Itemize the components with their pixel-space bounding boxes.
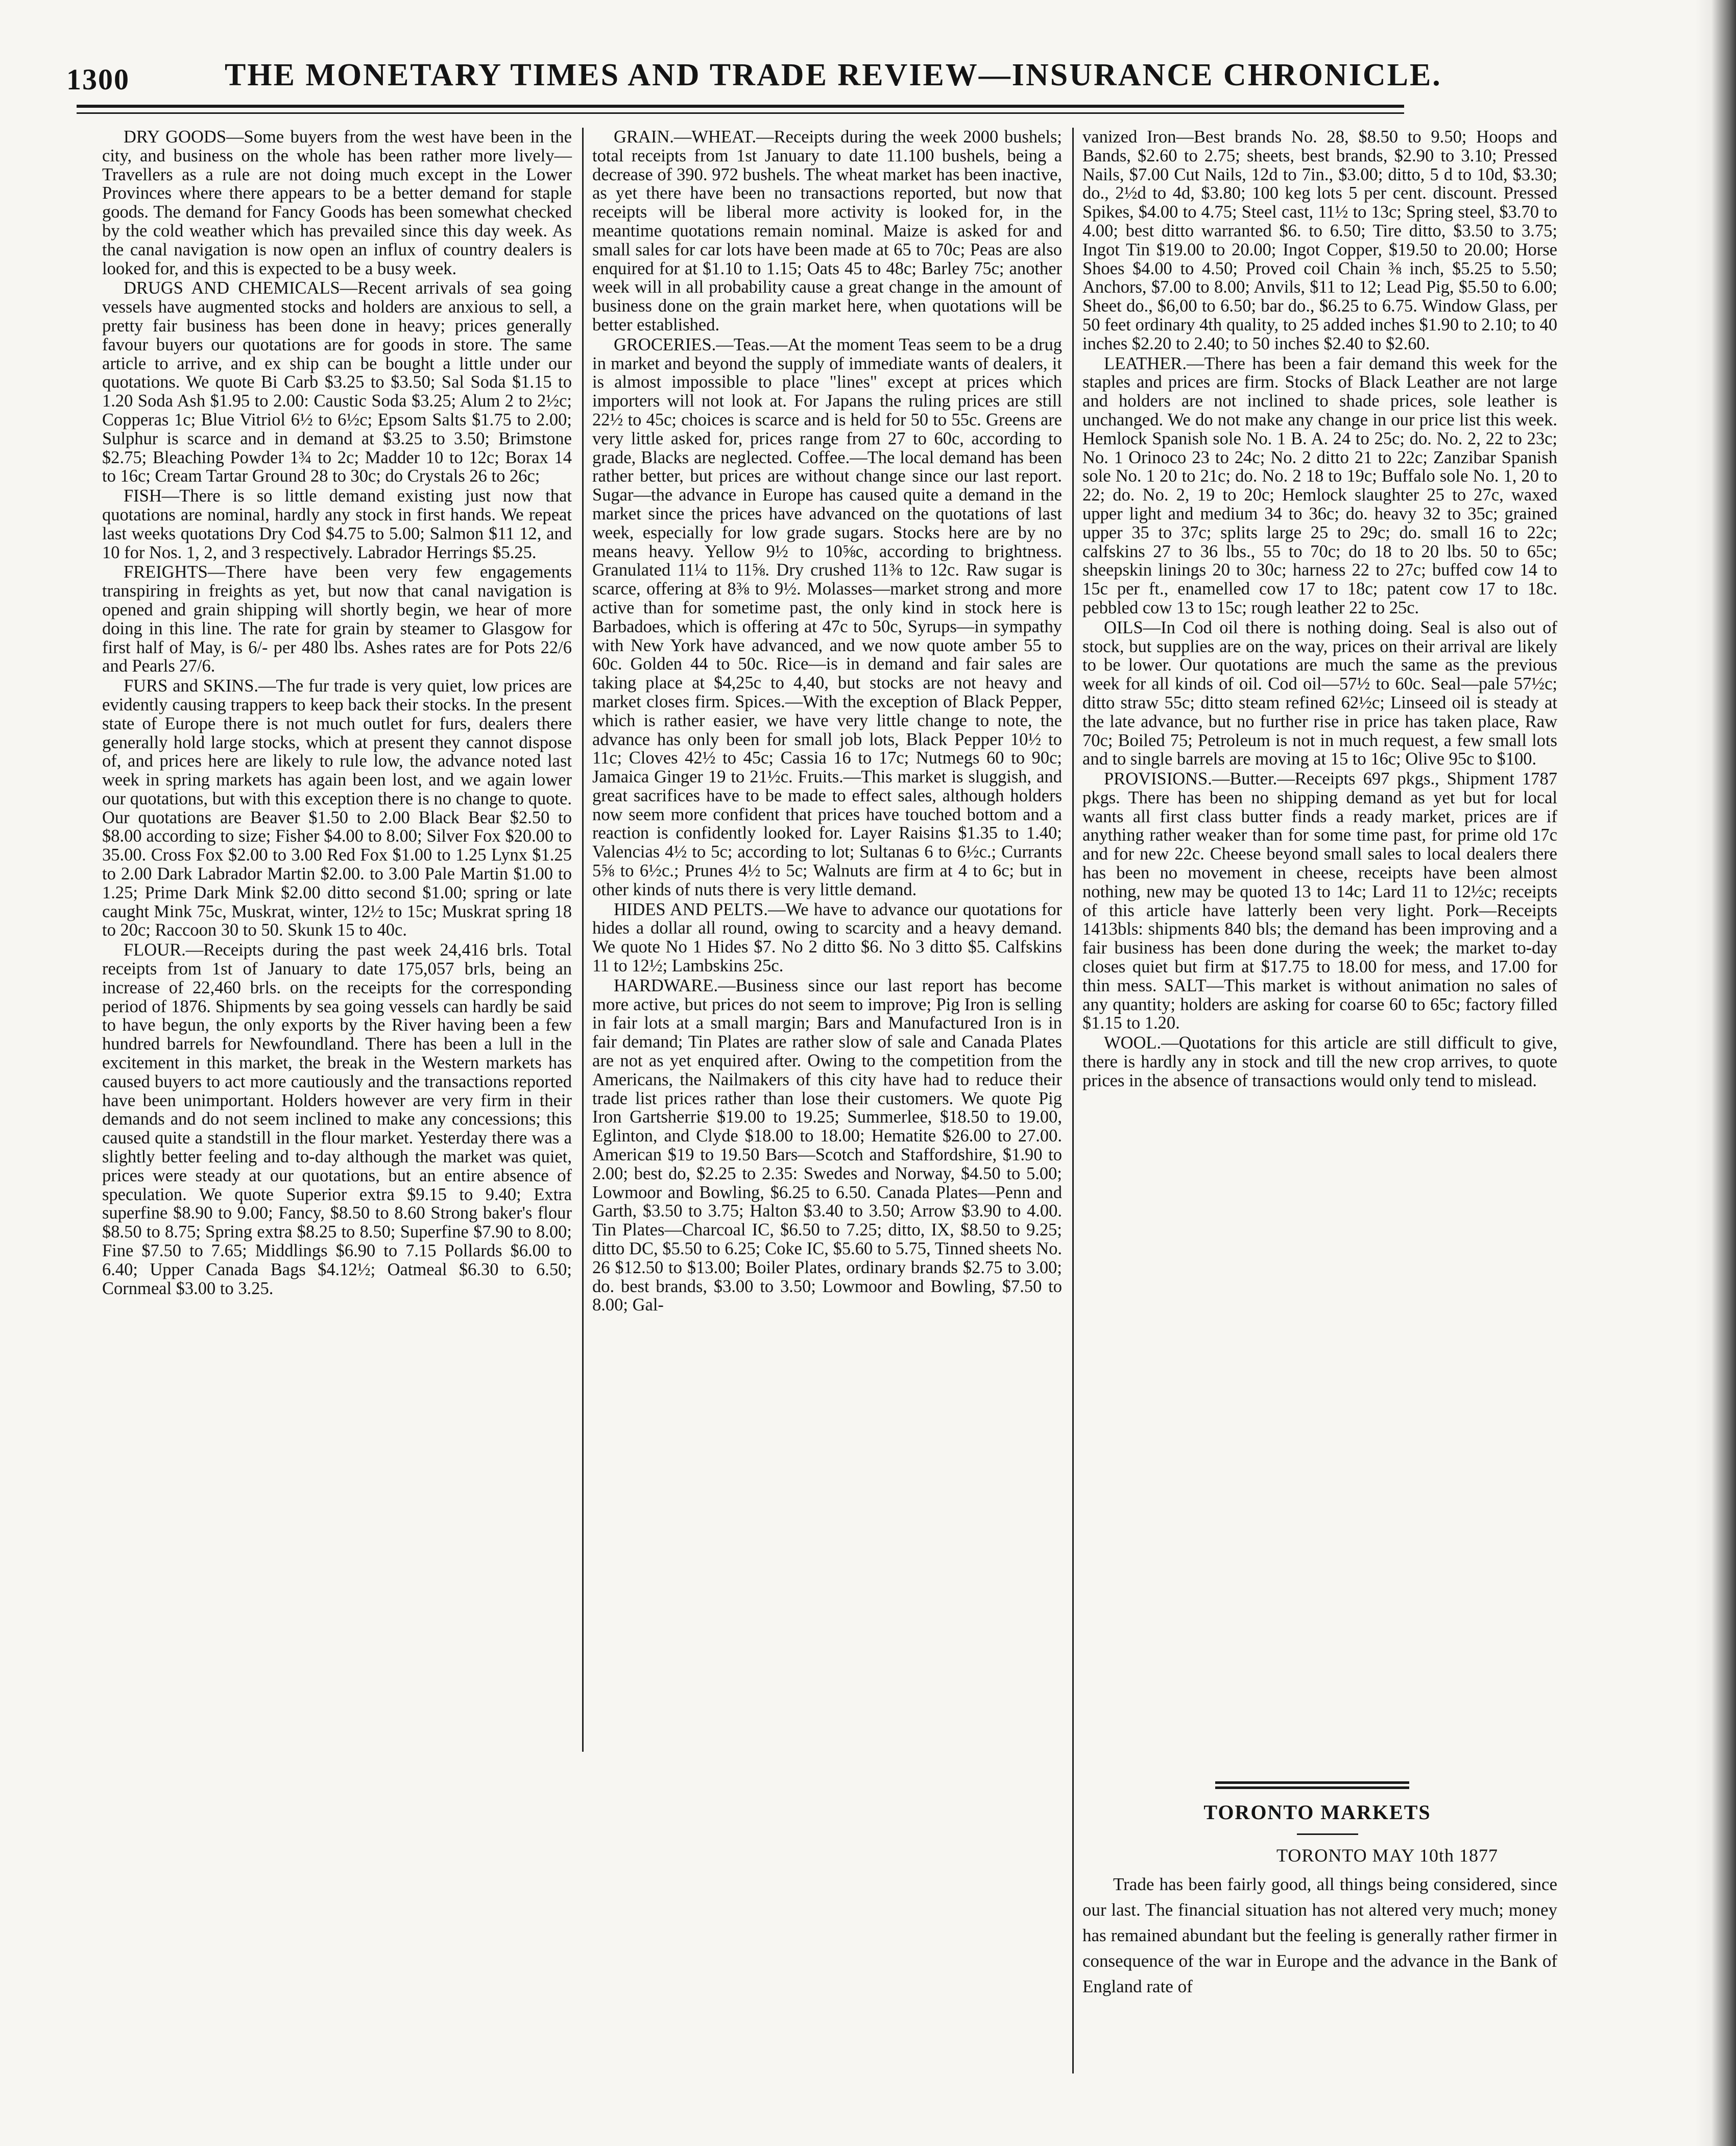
section-rule-thin [1215,1786,1409,1789]
hardware-paragraph: HARDWARE.—Business since our last report has become more active, but prices do not seem to improve; Pig Iron is selling in fair lots at a small margin; Bars and Manufactured Iron is in fair demand; Tin Plates are rather slow of sale and Canada Plates are not as yet enquired after. Owing to the competition from the Americans, the Nailmakers of this city have had to reduce their trade list prices rather than lose their customers. We quote Pig Iron Gartsherrie $19.00 to 19.25; Summerlee, $18.50 to 19.00, Eglinton, and Clyde $18.00 to 18.00; Hematite $26.00 to 27.00. American $19 to 19.50 Bars—Scotch and Staffordshire, $1.90 to 2.00; best do, $2.25 to 2.35: Swedes and Norway, $4.50 to 5.00; Lowmoor and Bowling, $6.25 to 6.50. Canada Plates—Penn and Garth, $3.50 to 3.75; Halton $3.40 to 3.50; Arrow $3.90 to 4.00. Tin Plates—Charcoal IC, $6.50 to 7.25; ditto, IX, $8.50 to 9.25; ditto DC, $5.50 to 6.25; Coke IC, $5.60 to 5.75, Tinned sheets No. 26 $12.50 to $13.00; Boiler Plates, ordinary brands $2.75 to 3.00; do. best brands, $3.00 to 3.50; Lowmoor and Bowling, $7.50 to 8.00; Gal- [592,975,1062,1315]
furs-skins-paragraph: FURS and SKINS.—The fur trade is very quiet, low prices are evidently causing trappers to keep back their stocks. In the present state of Europe there is not much outlet for furs, dealers there generally hold large stocks, which at present they cannot dispose of, and prices here are likely to rule low, the advance noted last week in spring markets has again been lost, and we again lower our quotations, but with this exception there is no change to quote. Our quotations are Beaver $1.50 to 2.00 Black Bear $2.50 to $8.00 according to size; Fisher $4.00 to 8.00; Silver Fox $20.00 to 35.00. Cross Fox $2.00 to 3.00 Red Fox $1.00 to 1.25 Lynx $1.25 to 2.00 Dark Labrador Martin $2.00. to 3.00 Pale Martin $1.00 to 1.25; Prime Dark Mink $2.00 ditto second $1.00; spring or late caught Mink 75c, Muskrat, winter, 12½ to 15c; Muskrat spring 18 to 20c; Raccoon 30 to 50. Skunk 15 to 40c. [102,676,572,940]
toronto-dateline: TORONTO MAY 10th 1877 [1276,1845,1499,1866]
masthead-title: THE MONETARY TIMES AND TRADE REVIEW—INSURANCE CHRONICLE. [225,58,1442,92]
column-3 [1082,128,1557,1091]
fish-paragraph: FISH—There is so little demand existing just now that quotations are nominal, hardly any stock in first hands. We repeat last weeks quotations Dry Cod $4.75 to 5.00; Salmon $11 12, and 10 for Nos. 1, 2, and 3 respectively. Labrador Herrings $5.25. [102,486,572,562]
header-rule-thin [77,112,1404,114]
page-header [66,56,1442,97]
section-rule-thick [1215,1781,1409,1784]
leather-paragraph: LEATHER.—There has been a fair demand this week for the staples and prices are firm. Stocks of Black Leather are not large and holders are not inclined to shade prices, sole leather is unchanged. We do not make any change in our price list this week. Hemlock Spanish sole No. 1 B. A. 24 to 25c; do. No. 2, 22 to 23c; No. 1 Orinoco 23 to 24c; No. 2 ditto 21 to 22c; Zanzibar Spanish sole No. 1 20 to 21c; do. No. 2 18 to 19c; Buffalo sole No. 1, 20 to 22; do. No. 2, 19 to 20c; Hemlock slaughter 25 to 27c, waxed upper light and medium 34 to 36c; do. heavy 32 to 35c; grained upper 35 to 37c; splits large 25 to 29c; do. small 16 to 22c; calfskins 27 to 36 lbs., 55 to 70c; do 18 to 20 lbs. 50 to 65c; sheepskin linings 20 to 30c; harness 22 to 27c; buffed cow 14 to 15c per ft., enamelled cow 17 to 18c; patent cow 17 to 18c. pebbled cow 13 to 15c; rough leather 22 to 25c. [1082,353,1557,617]
hides-pelts-paragraph: HIDES AND PELTS.—We have to advance our quotations for hides a dollar all round, owing to scarcity and a heavy demand. We quote No 1 Hides $7. No 2 ditto $6. No 3 ditto $5. Calfskins 11 to 12½; Lambskins 25c. [592,899,1062,976]
flour-paragraph: FLOUR.—Receipts during the past week 24,416 brls. Total receipts from 1st of January to date 175,057 brls, being an increase of 22,460 brls. on the receipts for the corresponding period of 1876. Shipments by sea going vessels can hardly be said to have begun, the only exports by the River having been a few hundred barrels for Newfoundland. There has been a lull in the excitement in this market, the break in the Western markets has caused buyers to act more cautiously and the transactions reported have been unimportant. Holders however are very firm in their demands and do not seem inclined to make any concessions; this caused quite a standstill in the flour market. Yesterday there was a slightly better feeling and to-day although the market was quiet, prices were steady at our quotations, but an entire absence of speculation. We quote Superior extra $9.15 to 9.40; Extra superfine $8.90 to 9.00; Fancy, $8.50 to 8.60 Strong baker's flour $8.50 to 8.75; Spring extra $8.25 to 8.50; Superfine $7.90 to 8.00; Fine $7.50 to 7.65; Middlings $6.90 to 7.15 Pollards $6.00 to 6.40; Upper Canada Bags $4.12½; Oatmeal $6.30 to 6.50; Cornmeal $3.00 to 3.25. [102,940,572,1298]
page-number: 1300 [66,63,130,96]
section-rule-short [1297,1833,1358,1835]
toronto-markets-heading: TORONTO MARKETS [1203,1801,1431,1824]
freights-paragraph: FREIGHTS—There have been very few engagements transpiring in freights as yet, but now that canal navigation is opened and grain shipping will shortly begin, we hear of more doing in this line. The rate for grain by steamer to Glasgow for first half of May, is 6/- per 480 lbs. Ashes rates are for Pots 22/6 and Pearls 27/6. [102,562,572,676]
wool-paragraph: WOOL.—Quotations for this article are still difficult to give, there is hardly any in stock and till the new crop arrives, to quote prices in the absence of transactions would only tend to mislead. [1082,1033,1557,1090]
header-rule-thick [77,105,1404,108]
provisions-paragraph: PROVISIONS.—Butter.—Receipts 697 pkgs., Shipment 1787 pkgs. There has been no shipping demand as yet but for local wants all first class butter finds a ready market, prices are if anything rather weaker than for some time past, for prime old 17c and for new 22c. Cheese beyond small sales to local dealers there has been no movement in cheese, receipts have been almost nothing, new may be quoted 13 to 14c; Lard 11 to 12½c; receipts of this article have latterly been very light. Pork—Receipts 1413bls: shipments 840 bls; the demand has been improving and a fair business has been done during the week; the market to-day closes quiet but firm at $17.75 to 18.00 for mess, and 17.00 for thin mess. SALT—This market is without animation no sales of any quantity; holders are asking for coarse 60 to 65c; factory filled $1.15 to 1.20. [1082,769,1557,1033]
groceries-paragraph: GROCERIES.—Teas.—At the moment Teas seem to be a drug in market and beyond the supply of immediate wants of dealers, it is almost impossible to place "lines" except at prices which importers will not look at. For Japans the ruling prices are still 22½ to 45c; choices is scarce and is held for 50 to 55c. Greens are very little asked for, prices range from 27 to 60c, according to grade, Blacks are neglected. Coffee.—The local demand has been rather better, but prices are without change since our last report. Sugar—the advance in Europe has caused quite a demand in the market since the prices have advanced on the quotations of last week, especially for low grade sugars. Stocks here are by no means heavy. Yellow 9½ to 10⅝c, according to brightness. Granulated 11¼ to 11⅝. Dry crushed 11⅜ to 12c. Raw sugar is scarce, offering at 8⅜ to 9½. Molasses—market strong and more active than for sometime past, the only kind in stock here is Barbadoes, which is offering at 47c to 50c, Syrups—in sympathy with New York have advanced, and we now quote amber 55 to 60c. Golden 44 to 50c. Rice—is in demand and fair sales are taking place at $4,25c to 4,40, but stocks are not heavy and market closes firm. Spices.—With the exception of Black Pepper, which is rather easier, we have very little change to note, the advance has only been for small job lots, Black Pepper 10½ to 11c; Cloves 42½ to 45c; Cassia 16 to 17c; Nutmegs 60 to 90c; Jamaica Ginger 19 to 21½c. Fruits.—This market is sluggish, and great sacrifices have to be made to effect sales, although holders now seem more confident that prices have touched bottom and a reaction is confidently looked for. Layer Raisins $1.35 to 1.40; Valencias 4½ to 5c; according to lot; Sultanas 6 to 6½c.; Currants 5⅝ to 6½c.; Prunes 4½ to 5c; Walnuts are firm at 4 to 6c; but in other kinds of nuts there is very little demand. [592,335,1062,899]
column-1 [102,128,572,1299]
column-divider-2 [1072,128,1074,2073]
galvanized-iron-paragraph: vanized Iron—Best brands No. 28, $8.50 to 9.50; Hoops and Bands, $2.60 to 2.75; sheets, best brands, $2.90 to 3.10; Pressed Nails, $7.00 Cut Nails, 12d to 7in., $3.00; ditto, 5 d to 10d, $3.30; do., 2½d to 4d, $3.80; 100 keg lots 5 per cent. discount. Pressed Spikes, $4.00 to 4.75; Steel cast, 11½ to 13c; Spring steel, $3.70 to 4.00; best ditto warranted $6. to 6.50; Tire ditto, $3.50 to 3.75; Ingot Tin $19.00 to 20.00; Ingot Copper, $19.50 to 20.00; Horse Shoes $4.00 to 4.50; Proved coil Chain ⅜ inch, $5.25 to 5.50; Anchors, $7.00 to 8.00; Anvils, $11 to 12; Lead Pig, $5.50 to 6.00; Sheet do., $6,00 to 6.50; bar do., $6.25 to 6.75. Window Glass, per 50 feet ordinary 4th quality, to 25 added inches $1.90 to 2.10; to 40 inches $2.20 to 2.40; to 50 inches $2.40 to $2.60. [1082,127,1557,353]
dry-goods-paragraph: DRY GOODS—Some buyers from the west have been in the city, and business on the whole has been rather more lively—Travellers as a rule are not doing much except in the Lower Provinces where there appears to be a better demand for staple goods. The demand for Fancy Goods has been somewhat checked by the cold weather which has prevailed since this day week. As the canal navigation is now open an influx of country dealers is looked for, and this is expected to be a busy week. [102,127,572,278]
page-edge-shadow [1695,0,1736,2146]
drugs-chemicals-paragraph: DRUGS AND CHEMICALS—Recent arrivals of sea going vessels have augmented stocks and holders are anxious to sell, a pretty fair business has been done in heavy; prices generally favour buyers our quotations are for goods in store. The same article to arrive, and ex ship can be bought a little under our quotations. We quote Bi Carb $3.25 to $3.50; Sal Soda $1.15 to 1.20 Soda Ash $1.95 to 2.00: Caustic Soda $3.25; Alum 2 to 2½c; Copperas 1c; Blue Vitriol 6½ to 6½c; Epsom Salts $1.75 to 2.00; Sulphur is scarce and in demand at $3.25 to 3.50; Brimstone $2.75; Bleaching Powder 1¾ to 2c; Madder 10 to 12c; Borax 14 to 16c; Cream Tartar Ground 28 to 30c; do Crystals 26 to 26c; [102,278,572,486]
column-2 [592,128,1062,1316]
oils-paragraph: OILS—In Cod oil there is nothing doing. Seal is also out of stock, but supplies are on the way, prices on their arrival are likely to be lower. Our quotations are much the same as the previous week for all kinds of oil. Cod oil—57½ to 60c. Seal—pale 57½c; ditto straw 55c; ditto steam refined 62½c; Linseed oil is steady at the late advance, but no further rise in price has taken place, Raw 70c; Boiled 75; Petroleum is not in much request, a few small lots and to single barrels are moving at 15 to 16c; Olive 95c to $100. [1082,617,1557,769]
grain-paragraph: GRAIN.—WHEAT.—Receipts during the week 2000 bushels; total receipts from 1st January to date 11.100 bushels, being a decrease of 390. 972 bushels. The wheat market has been inactive, as yet there have been no transactions reported, but now that receipts will be liberal more activity is looked for, in the meantime quotations remain nominal. Maize is asked for and small sales for car lots have been made at 65 to 70c; Peas are also enquired for at $1.10 to 1.15; Oats 45 to 48c; Barley 75c; another week will in all probability cause a great change in the amount of business done on the grain market here, when quotations will be better established. [592,127,1062,335]
toronto-paragraph: Trade has been fairly good, all things being considered, since our last. The financial situation has not altered very much; money has remained abundant but the feeling is generally rather firmer in consequence of the war in Europe and the advance in the Bank of England rate of [1082,1874,1557,1996]
column-divider-1 [582,128,584,1752]
toronto-markets-body [1082,1872,1557,1999]
